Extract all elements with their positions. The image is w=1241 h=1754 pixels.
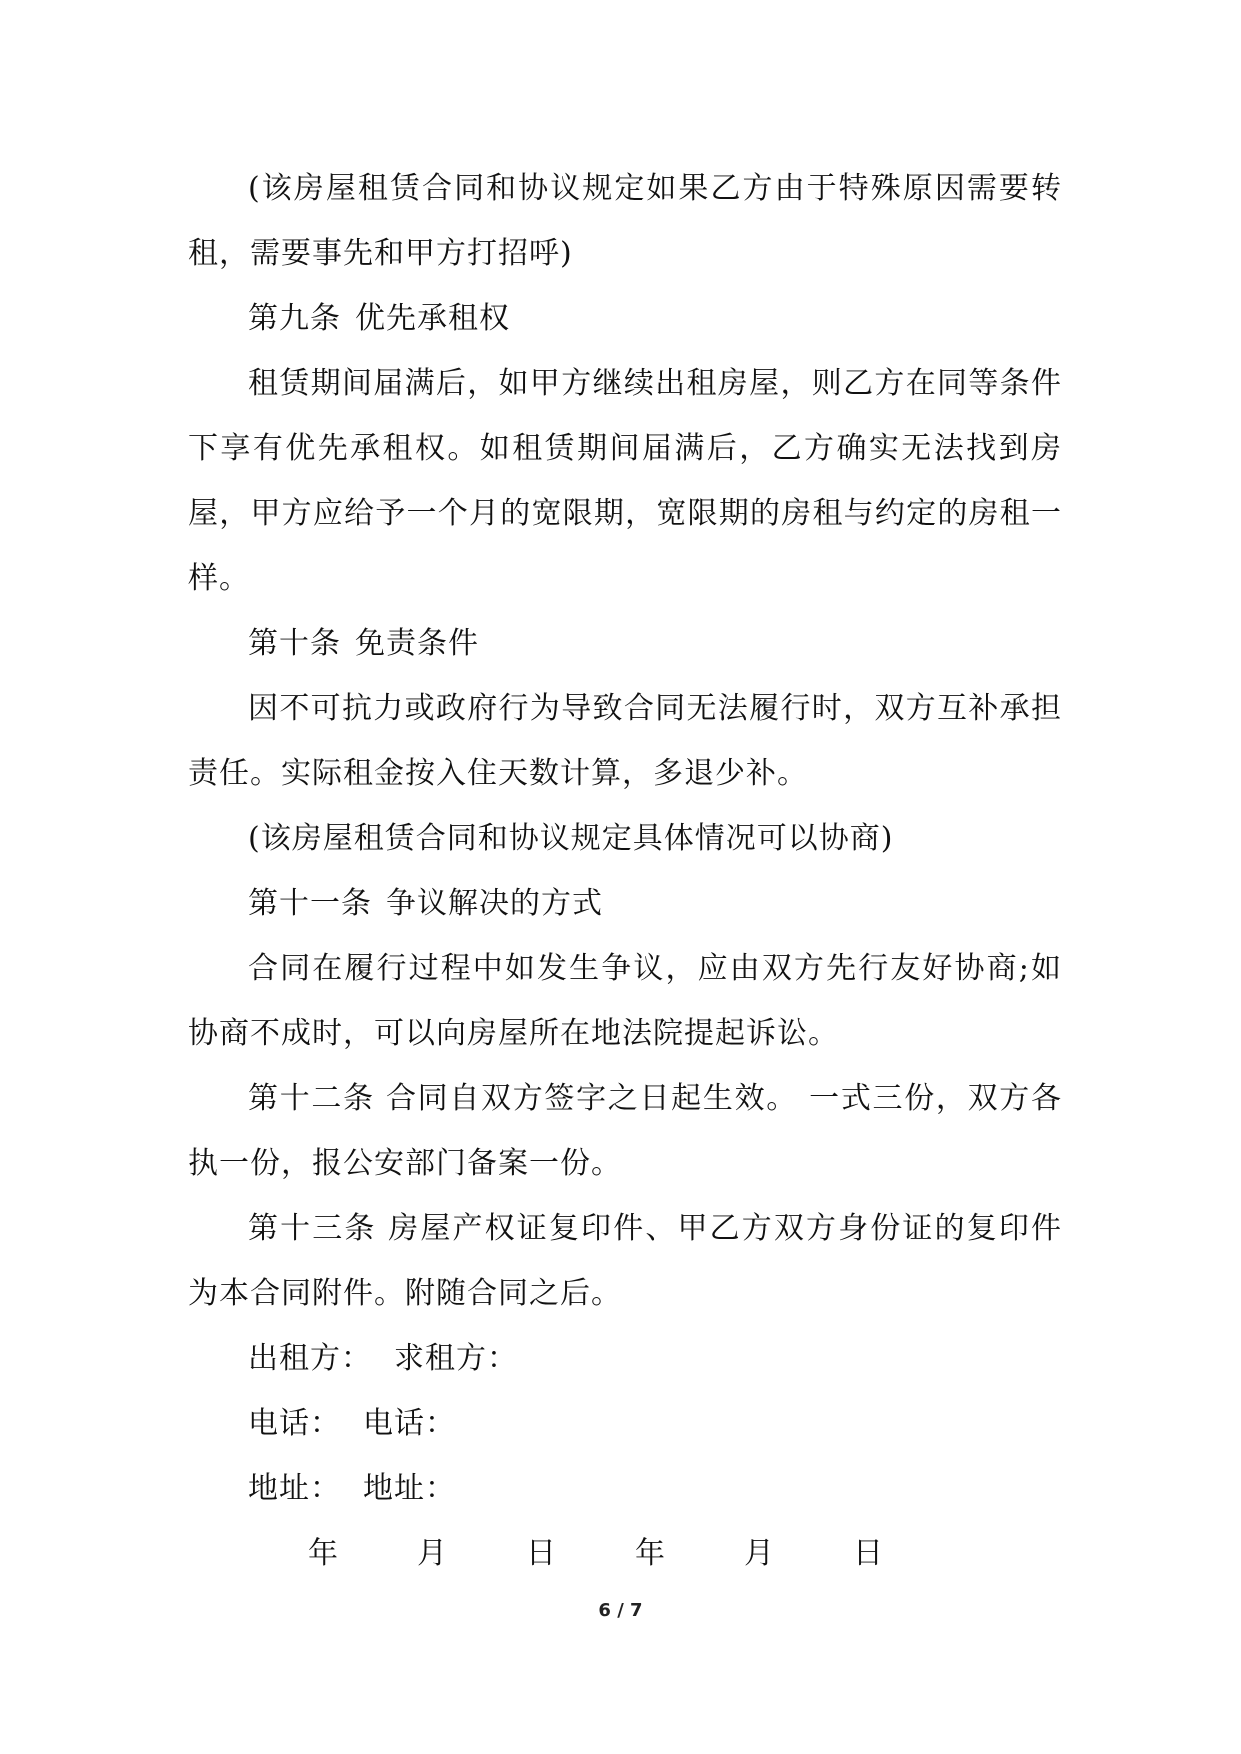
lessor-label: 出租方： bbox=[248, 1341, 372, 1376]
date-year-1: 年 bbox=[308, 1536, 339, 1571]
article-10-number: 第十条 bbox=[248, 626, 341, 661]
signature-address-line bbox=[188, 1456, 1062, 1521]
paragraph-force-majeure: 因不可抗力或政府行为导致合同无法履行时，双方互补承担责任。实际租金按入住天数计算，多退少补。 bbox=[188, 691, 1062, 791]
date-year-2: 年 bbox=[635, 1536, 666, 1571]
article-11-title: 争议解决的方式 bbox=[386, 886, 603, 921]
date-day-2: 日 bbox=[853, 1536, 884, 1571]
article-12-paragraph: 第十二条 合同自双方签字之日起生效。 一式三份，双方各执一份，报公安部门备案一份。 bbox=[188, 1081, 1062, 1181]
article-13-paragraph: 第十三条 房屋产权证复印件、甲乙方双方身份证的复印件为本合同附件。附随合同之后。 bbox=[188, 1211, 1062, 1311]
date-day-1: 日 bbox=[526, 1536, 557, 1571]
paragraph-dispute-resolution: 合同在履行过程中如发生争议，应由双方先行友好协商;如协商不成时，可以向房屋所在地法院提起诉讼。 bbox=[188, 951, 1062, 1051]
signature-phone-line bbox=[188, 1391, 1062, 1456]
lessor-phone-label: 电话： bbox=[248, 1406, 341, 1441]
article-10-heading bbox=[188, 611, 1062, 676]
lessee-label: 求租方： bbox=[394, 1341, 518, 1376]
article-9-number: 第九条 bbox=[248, 301, 341, 336]
date-month-2: 月 bbox=[744, 1536, 775, 1571]
article-9-heading bbox=[188, 286, 1062, 351]
signature-date-line bbox=[188, 1521, 1062, 1586]
paragraph-negotiation-note: (该房屋租赁合同和协议规定具体情况可以协商) bbox=[248, 821, 894, 856]
article-10-title: 免责条件 bbox=[355, 626, 479, 661]
document-body bbox=[188, 156, 1062, 1586]
lessee-address-label: 地址： bbox=[363, 1471, 456, 1506]
article-11-heading bbox=[188, 871, 1062, 936]
lessee-phone-label: 电话： bbox=[363, 1406, 456, 1441]
paragraph-sublease-note: (该房屋租赁合同和协议规定如果乙方由于特殊原因需要转租，需要事先和甲方打招呼) bbox=[188, 171, 1062, 271]
date-month-1: 月 bbox=[417, 1536, 448, 1571]
paragraph-priority-lease: 租赁期间届满后，如甲方继续出租房屋，则乙方在同等条件下享有优先承租权。如租赁期间届满后，乙方确实无法找到房屋，甲方应给予一个月的宽限期，宽限期的房租与约定的房租一样。 bbox=[188, 366, 1062, 596]
page-number: 6 / 7 bbox=[598, 1600, 643, 1621]
article-9-title: 优先承租权 bbox=[355, 301, 510, 336]
lessor-address-label: 地址： bbox=[248, 1471, 341, 1506]
signature-parties-line bbox=[188, 1326, 1062, 1391]
article-11-number: 第十一条 bbox=[248, 886, 372, 921]
